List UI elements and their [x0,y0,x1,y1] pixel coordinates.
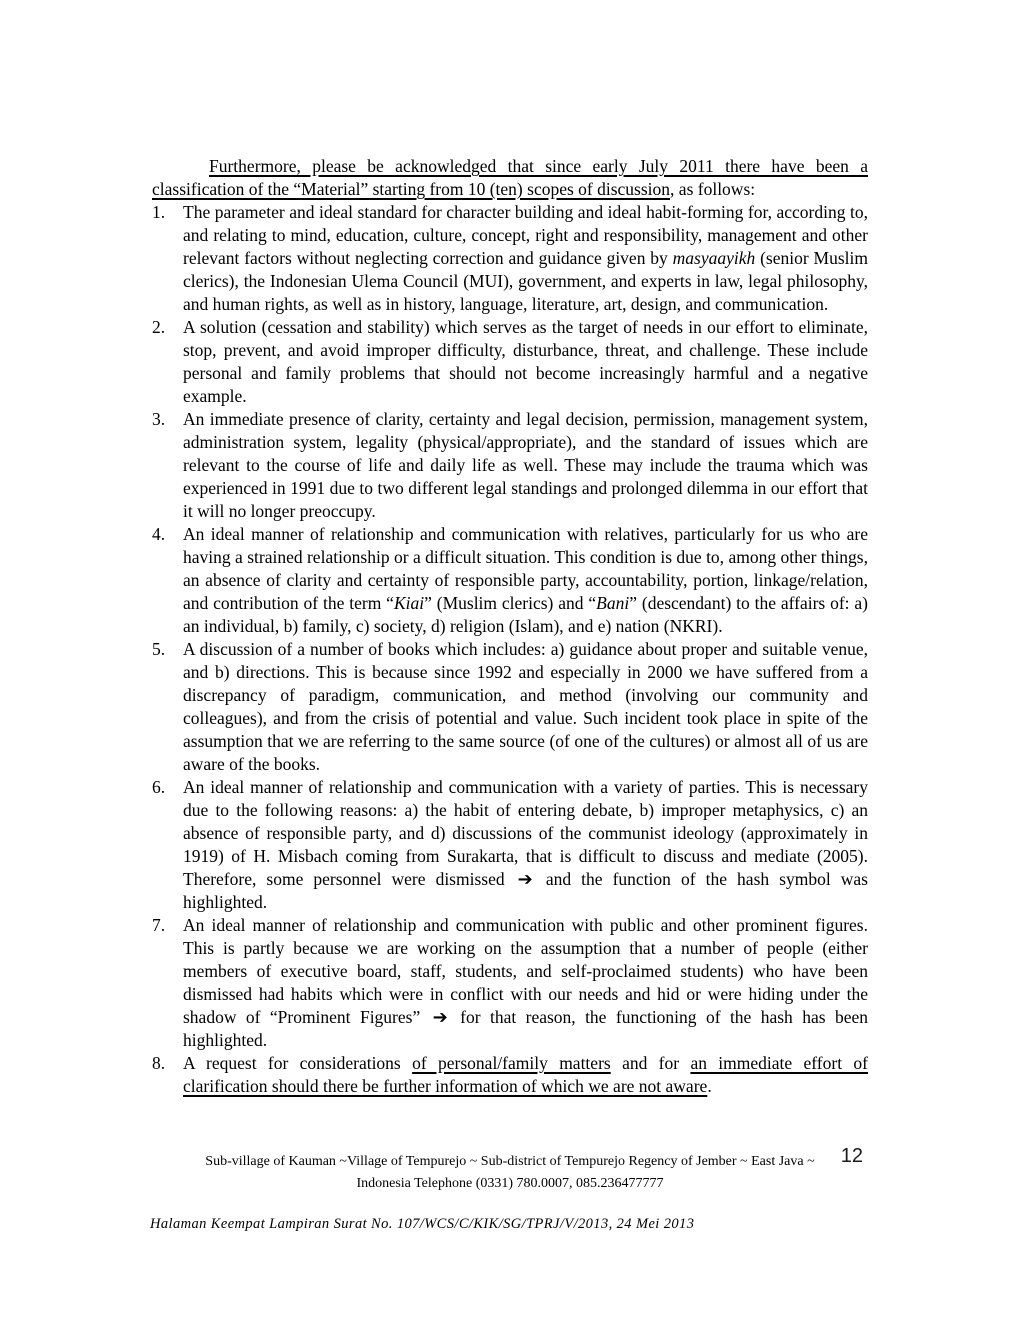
text-run: ” (Muslim clerics) and “ [424,593,597,613]
italic-text: Bani [596,593,630,613]
underlined-text: an immediate effort of clarification should there be further information of which we are not aware [183,1053,868,1096]
text-run: and for [610,1053,691,1073]
list-item-number: 8. [152,1053,166,1073]
list-item-text [183,638,868,776]
document-body [152,155,868,1098]
list-item-text [183,408,868,523]
text-run: A solution (cessation and stability) which serves as the target of needs in our effort to eliminate, stop, prevent, and avoid improper difficulty, disturbance, threat, and challenge. These include personal and family problems that should not become increasingly harmful and a negative example. [183,317,868,406]
list-item [152,638,868,776]
underlined-text: Furthermore, please be acknowledged that since early July 2011 there have been a classification of the “Material” starting from 10 (ten) scopes of discussion [152,156,868,199]
text-run: , as follows: [670,179,756,199]
list-item-number: 3. [152,409,166,429]
list-item [152,776,868,914]
text-run: An ideal manner of relationship and communication with relatives, particularly for us who are having a strained relationship or a difficult situation. This condition is due to, among other things, an absence of clarity and certainty of responsible party, accountability, portion, linkage/relation, and contribution of the term “ [183,524,868,613]
text-run: (senior Muslim clerics), the Indonesian Ulema Council (MUI), government, and experts in law, legal philosophy, and human rights, as well as in history, language, literature, art, design, and communication. [183,248,868,314]
text-run: The parameter and ideal standard for character building and ideal habit-forming for, according to, and relating to mind, education, culture, concept, right and responsibility, management and other relevant factors without neglecting correction and guidance given by [183,202,868,268]
text-run: An ideal manner of relationship and communication with a variety of parties. This is necessary due to the following reasons: a) the habit of entering debate, b) improper metaphysics, c) an absence of responsible party, and d) discussions of the communist ideology (approximately in 1919) of H. Misbach coming from Surakarta, that is difficult to discuss and mediate (2005). Therefore, some personnel were dismissed [183,777,868,889]
text-run: and the function of the hash symbol was highlighted. [183,869,868,912]
arrow-right-icon: ➔ [517,869,533,890]
text-run: An ideal manner of relationship and communication with public and other prominent figures. This is partly because we are working on the assumption that a number of people (either members of executive board, staff, students, and self-proclaimed students) who have been dismissed had habits which were in conflict with our needs and hid or were hiding under the shadow of “Prominent Figures” [183,915,868,1027]
list-item [152,408,868,523]
list-item [152,1052,868,1098]
footer-address-line2: Indonesia Telephone (0331) 780.0007, 085.236477777 [356,1176,664,1191]
italic-text: masyaayikh [672,248,756,268]
list-item-text [183,776,868,914]
text-run: A request for considerations [183,1053,413,1073]
list-item [152,523,868,638]
text-run: An immediate presence of clarity, certainty and legal decision, permission, management system, administration system, legality (physical/appropriate), and the standard of issues which are relevant to the course of life and daily life as well. These may include the trauma which was experienced in 1991 due to two different legal standings and prolonged dilemma in our effort that it will no longer preoccupy. [183,409,868,521]
list-item-text [183,316,868,408]
page-number: 12 [840,1145,863,1167]
text-run: . [707,1076,712,1096]
italic-text: Kiai [393,593,425,613]
list-item-number: 6. [152,777,166,797]
list-item [152,316,868,408]
list-item-text [183,1052,868,1098]
text-run: A discussion of a number of books which includes: a) guidance about proper and suitable venue, and b) directions. This is because since 1992 and especially in 2000 we have suffered from a discrepancy of paradigm, communication, and method (involving our community and colleagues), and from the crisis of potential and value. Such incident took place in spite of the assumption that we are referring to the same source (of one of the cultures) or almost all of us are aware of the books. [183,639,868,774]
list-item [152,914,868,1052]
text-run: for that reason, the functioning of the hash has been highlighted. [183,1007,868,1050]
footer-note: Halaman Keempat Lampiran Surat No. 107/WCS/C/KIK/SG/TPRJ/V/2013, 24 Mei 2013 [150,1216,695,1232]
list-item [152,201,868,316]
arrow-right-icon: ➔ [432,1007,448,1028]
list-item-number: 1. [152,202,166,222]
list-item-number: 4. [152,524,166,544]
list-item-number: 2. [152,317,166,337]
footer-address-line1: Sub-village of Kauman ~Village of Tempurejo ~ Sub-district of Tempurejo Regency of Jember ~ East Java ~ [205,1154,815,1169]
list-item-text [183,523,868,638]
list-item-number: 5. [152,639,166,659]
underlined-text: of personal/family matters [412,1053,611,1073]
list-item-text [183,914,868,1052]
intro-paragraph [152,155,868,201]
list-item-number: 7. [152,915,166,935]
list-item-text [183,201,868,316]
footer-address [152,1151,868,1195]
text-run: ” (descendant) to the affairs of: a) an individual, b) family, c) society, d) religion (Islam), and e) nation (NKRI). [183,593,869,636]
